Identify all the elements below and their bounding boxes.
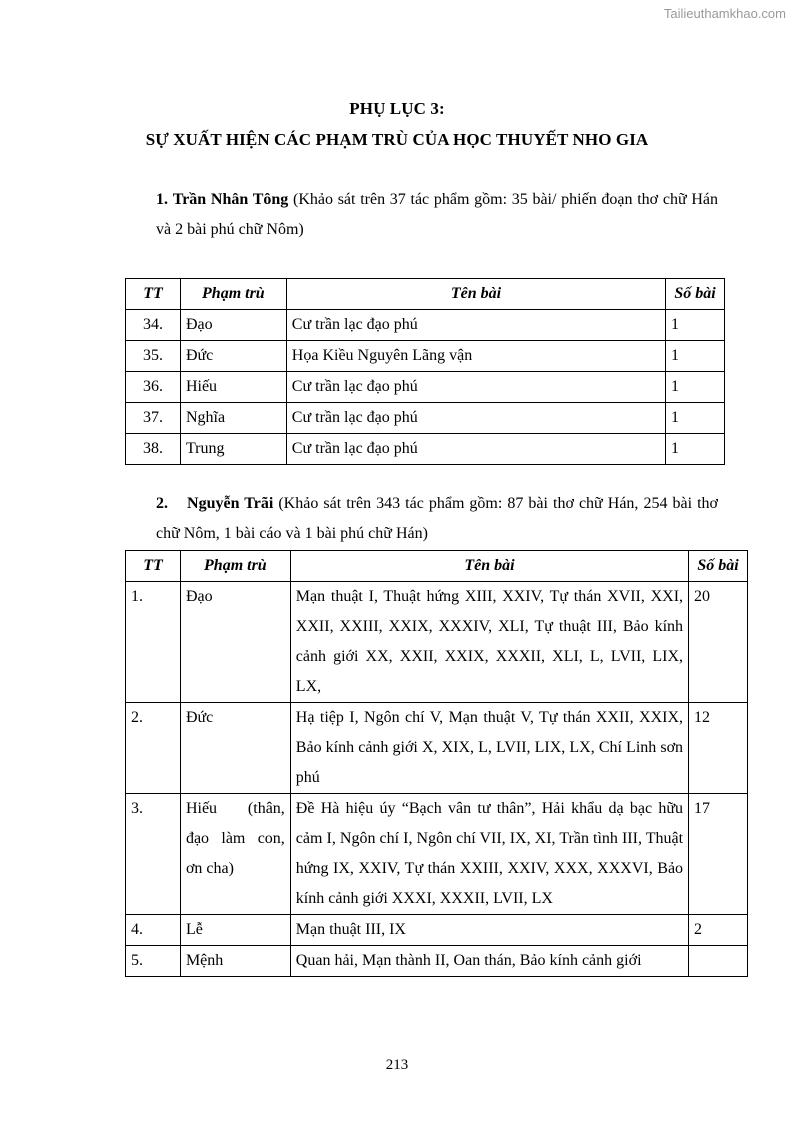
table-row — [126, 434, 725, 465]
cell-pham-tru: Hiếu — [180, 372, 286, 403]
section-2-author: Nguyễn Trãi — [187, 495, 274, 512]
cell-pham-tru: Đức — [180, 341, 286, 372]
section-1-heading — [156, 185, 718, 245]
cell-ten-bai: Cư trần lạc đạo phú — [286, 403, 665, 434]
appendix-title: PHỤ LỤC 3: — [349, 99, 445, 118]
cell-tt: 3. — [126, 794, 181, 915]
cell-so-bai: 1 — [666, 403, 725, 434]
table-header-row — [126, 279, 725, 310]
section-1-number: 1. — [156, 191, 168, 208]
cell-tt: 4. — [126, 915, 181, 946]
cell-pham-tru: Đạo — [180, 582, 290, 703]
table-row — [126, 372, 725, 403]
header-pham-tru: Phạm trù — [180, 551, 290, 582]
cell-pham-tru: Nghĩa — [180, 403, 286, 434]
section-2-number: 2. — [156, 495, 168, 512]
table-nguyen-trai — [125, 550, 748, 977]
table-row — [126, 582, 748, 703]
cell-so-bai: 2 — [689, 915, 748, 946]
section-2-description: (Khảo sát trên 343 tác phẩm gồm: 87 bài thơ chữ Hán, 254 bài thơ chữ Nôm, 1 bài cáo và 1 bài phú chữ Hán) — [156, 495, 719, 542]
page-number: 213 — [385, 1057, 409, 1073]
cell-pham-tru: Đạo — [180, 310, 286, 341]
watermark: Tailieuthamkhao.com — [663, 6, 786, 21]
cell-tt: 37. — [126, 403, 181, 434]
cell-so-bai — [689, 946, 748, 977]
cell-pham-tru: Lễ — [180, 915, 290, 946]
header-tt: TT — [126, 279, 181, 310]
cell-tt: 1. — [126, 582, 181, 703]
cell-pham-tru: Mệnh — [180, 946, 290, 977]
header-pham-tru: Phạm trù — [180, 279, 286, 310]
section-1-author: Trần Nhân Tông — [172, 191, 289, 208]
cell-so-bai: 12 — [689, 703, 748, 794]
table-tran-nhan-tong — [125, 278, 725, 465]
cell-ten-bai: Mạn thuật III, IX — [290, 915, 688, 946]
cell-tt: 36. — [126, 372, 181, 403]
section-1-description: (Khảo sát trên 37 tác phẩm gồm: 35 bài/ phiến đoạn thơ chữ Hán và 2 bài phú chữ Nôm) — [156, 191, 719, 238]
cell-tt: 5. — [126, 946, 181, 977]
cell-tt: 34. — [126, 310, 181, 341]
table-row — [126, 310, 725, 341]
cell-so-bai: 17 — [689, 794, 748, 915]
cell-tt: 2. — [126, 703, 181, 794]
header-so-bai: Số bài — [689, 551, 748, 582]
cell-ten-bai: Họa Kiều Nguyên Lãng vận — [286, 341, 665, 372]
cell-ten-bai: Mạn thuật I, Thuật hứng XIII, XXIV, Tự thán XVII, XXI, XXII, XXIII, XXIX, XXXIV, XLI, Tự thuật III, Bảo kính cảnh giới XX, XXII, XXIX, XXXII, XLI, L, LVII, LIX, LX, — [290, 582, 688, 703]
cell-tt: 38. — [126, 434, 181, 465]
table-row — [126, 915, 748, 946]
cell-tt: 35. — [126, 341, 181, 372]
table-row — [126, 341, 725, 372]
cell-ten-bai: Quan hải, Mạn thành II, Oan thán, Bảo kính cảnh giới — [290, 946, 688, 977]
cell-pham-tru: Đức — [180, 703, 290, 794]
table-row — [126, 403, 725, 434]
cell-so-bai: 1 — [666, 434, 725, 465]
cell-so-bai: 1 — [666, 372, 725, 403]
header-ten-bai: Tên bài — [290, 551, 688, 582]
cell-ten-bai: Cư trần lạc đạo phú — [286, 434, 665, 465]
cell-ten-bai: Đề Hà hiệu úy “Bạch vân tư thân”, Hải khẩu dạ bạc hữu cảm I, Ngôn chí I, Ngôn chí VII, IX, XI, Trần tình III, Thuật hứng IX, XXIV, Tự thán XXIII, XXIV, XXX, XXXVI, Bảo kính cảnh giới XXXI, XXXII, LVII, LX — [290, 794, 688, 915]
cell-so-bai: 1 — [666, 310, 725, 341]
appendix-subtitle: SỰ XUẤT HIỆN CÁC PHẠM TRÙ CỦA HỌC THUYẾT NHO GIA — [145, 130, 649, 149]
cell-ten-bai: Cư trần lạc đạo phú — [286, 372, 665, 403]
header-tt: TT — [126, 551, 181, 582]
table-row — [126, 946, 748, 977]
table-row — [126, 794, 748, 915]
cell-pham-tru: Hiếu (thân, đạo làm con, ơn cha) — [180, 794, 290, 915]
cell-so-bai: 20 — [689, 582, 748, 703]
table-header-row — [126, 551, 748, 582]
table-row — [126, 703, 748, 794]
header-ten-bai: Tên bài — [286, 279, 665, 310]
cell-ten-bai: Cư trần lạc đạo phú — [286, 310, 665, 341]
cell-ten-bai: Hạ tiệp I, Ngôn chí V, Mạn thuật V, Tự thán XXII, XXIX, Bảo kính cảnh giới X, XIX, L, LVII, LIX, LX, Chí Linh sơn phú — [290, 703, 688, 794]
cell-so-bai: 1 — [666, 341, 725, 372]
cell-pham-tru: Trung — [180, 434, 286, 465]
header-so-bai: Số bài — [666, 279, 725, 310]
section-2-heading — [156, 489, 718, 549]
